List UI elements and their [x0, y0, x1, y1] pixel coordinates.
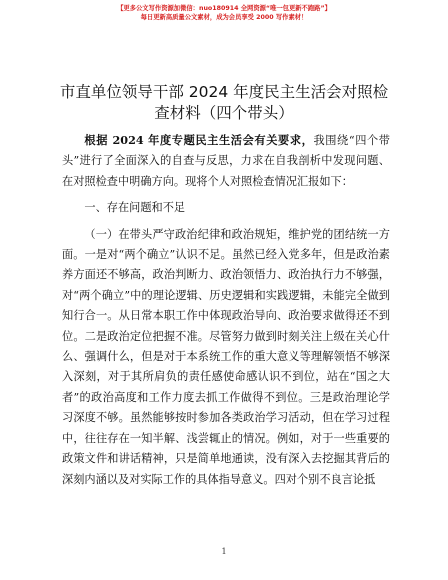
watermark-banner [0, 4, 448, 22]
section-heading: 一、存在问题和不足 [84, 201, 186, 215]
lead-paragraph [62, 130, 390, 192]
page-number: 1 [221, 547, 227, 556]
lead-bold-text: 根据 2024 年度专题民主生活会有关要求， [84, 133, 314, 147]
title-line-2: 查材料（四个带头） [154, 104, 294, 122]
document-body [62, 130, 390, 490]
banner-line-2: 每日更新高质量公文素材，成为会员享受 2000 写作素材！ [140, 14, 308, 21]
body-paragraph: （一）在带头严守政治纪律和政治规矩，维护党的团结统一方面。一是对“两个确立”认识不足。虽然已经入党多年，但是政治素养方面还不够高，政治判断力、政治领悟力、政治执行力不够强，对“两个确立”中的理论逻辑、历史逻辑和实践逻辑，未能完全做到知行合一。从日常本职工作中体现政治导向、政治要求做得还不到位。二是政治定位把握不准。尽管努力做到时刻关注上级在关心什么、强调什么，但是对于本系统工作的重大意义等理解领悟不够深入深刻，对于其所肩负的责任感使命感认识不到位，站在“国之大者”的政治高度和工作力度去抓工作做得不到位。三是政治理论学习深度不够。虽然能够按时参加各类政治学习活动，但在学习过程中，往往存在一知半解、浅尝辄止的情况。例如，对于一些重要的政策文件和讲话精神，只是简单地通读，没有深入去挖掘其背后的深刻内涵以及对实际工作的具体指导意义。四对个别不良言论抵 [62, 227, 390, 486]
title-line-1: 市直单位领导干部 2024 年度民主生活会对照检 [59, 83, 389, 101]
banner-line-1: 【更多公文写作资源加微信：nuo180914 全网资源“唯一包更新不跑路”】 [117, 5, 331, 12]
lead-text: 我围绕“四个带头”进行了全面深入的自查与反思，力求在自我剖析中发现问题、在对照检查中明确方向。现将个人对照检查情况汇报如下： [62, 134, 390, 188]
document-title [40, 82, 408, 124]
